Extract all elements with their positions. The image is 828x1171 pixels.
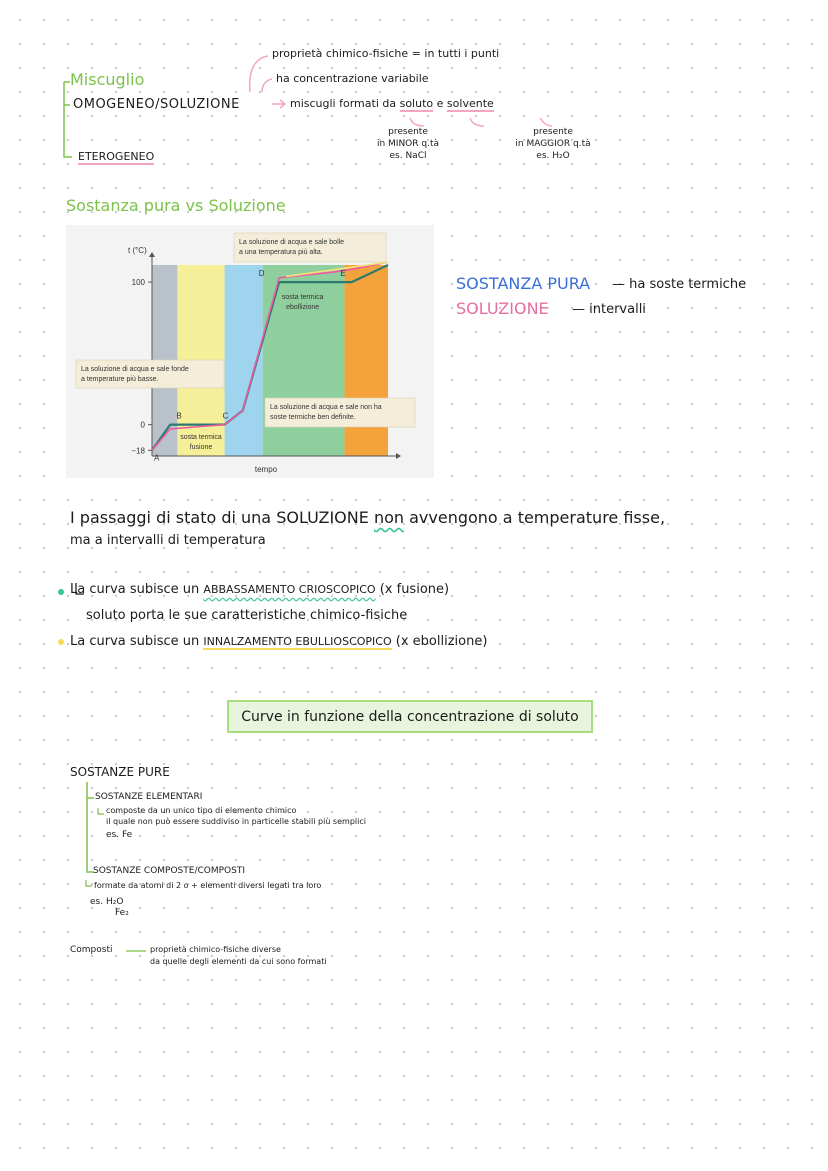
ebollizione-label-2: ebollizione	[286, 304, 320, 312]
prop-line-3: miscugli formati da soluto e solvente	[290, 97, 494, 110]
section-title: Sostanza pura vs Soluzione	[66, 196, 286, 215]
composti-line-2: da quelle degli elementi da cui sono formati	[150, 957, 327, 966]
soluzione-desc: — intervalli	[572, 302, 646, 317]
solvente-word: solvente	[446, 97, 494, 110]
bullet-1-sub: soluto porta le sue caratteristiche chimico-fisiche	[86, 608, 408, 623]
composte-heading: SOSTANZE COMPOSTE/COMPOSTI	[93, 866, 245, 876]
x-axis-label: tempo	[254, 465, 278, 474]
prop-line-2: ha concentrazione variabile	[276, 72, 429, 85]
y-axis-arrow	[149, 252, 155, 257]
composte-example-1: es. H₂O	[90, 897, 124, 907]
annotation-right-text-2: soste termiche ben definite.	[270, 414, 356, 421]
point-label-D: D	[258, 269, 265, 279]
body-line-1: I passaggi di stato di una SOLUZIONE non avvengono a temperature fisse,	[70, 508, 666, 527]
fusione-label-1: sosta termica	[180, 433, 222, 441]
y-tick-label: 0	[140, 420, 145, 430]
bullet-teal	[58, 589, 64, 595]
sostanza-pura-label: SOSTANZA PURA	[456, 274, 591, 293]
elementari-line-1: composte da un unico tipo di elemento chimico	[106, 806, 297, 815]
point-label-C: C	[222, 411, 229, 421]
composte-example-2: Fe₂	[115, 908, 129, 918]
soluto-word: soluto	[399, 97, 434, 110]
eterogeneo-label: ETEROGENEO	[78, 150, 155, 163]
soluto-note: presente in MINOR q.tà es. NaCl	[376, 127, 440, 161]
elementari-heading: SOSTANZE ELEMENTARI	[95, 792, 203, 802]
y-tick-label: 100	[131, 278, 145, 288]
annotation-top-text-2: a una temperatura più alta.	[239, 249, 323, 256]
fusione-label-2: fusione	[189, 443, 213, 451]
concentration-box: Curve in funzione della concentrazione di soluto	[227, 700, 593, 733]
composti-line-1: proprietà chimico-fisiche diverse	[150, 945, 281, 954]
body-line-2: ma a intervalli di temperatura	[70, 533, 266, 548]
annotation-right-box	[265, 398, 415, 427]
prop-line-1: proprietà chimico-fisiche = in tutti i punti	[272, 47, 500, 60]
bullet-1: La curva subisce un ABBASSAMENTO CRIOSCOPICO (x fusione)	[70, 582, 450, 597]
annotation-left-box	[76, 360, 224, 388]
chart-svg	[66, 225, 434, 478]
bullet-2: La curva subisce un INNALZAMENTO EBULLIOSCOPICO (x ebollizione)	[70, 634, 488, 649]
ebollizione-label-1: sosta termica	[281, 294, 324, 302]
y-tick-label: −18	[131, 446, 145, 456]
bullet-yellow	[58, 639, 64, 645]
soluzione-label: SOLUZIONE	[456, 299, 549, 318]
annotation-left-text-1: La soluzione di acqua e sale fonde	[81, 366, 189, 373]
elementari-example: es. Fe	[106, 830, 133, 840]
annotation-top-box	[234, 233, 386, 262]
point-label-A: A	[154, 453, 160, 463]
composte-line-1: formate da atomi di 2 o + elementi diversi legati tra loro	[94, 881, 322, 890]
annotation-left-text-2: a temperature più basse.	[81, 376, 159, 383]
x-axis-arrow	[396, 453, 401, 459]
y-axis-label: t (°C)	[128, 246, 147, 255]
miscuglio-heading: Miscuglio	[70, 70, 145, 89]
point-label-E: E	[340, 269, 346, 279]
phase-band-vapore	[344, 265, 388, 456]
sostanza-pura-desc: — ha soste termiche	[612, 277, 747, 292]
sostanze-pure-heading: SOSTANZE PURE	[70, 765, 170, 779]
elementari-line-2: il quale non può essere suddiviso in particelle stabili più semplici	[106, 817, 366, 826]
annotation-top-text-1: La soluzione di acqua e sale bolle	[239, 239, 345, 246]
point-label-B: B	[176, 411, 182, 421]
phase-chart	[66, 225, 434, 478]
annotation-right-text-1: La soluzione di acqua e sale non ha	[270, 404, 382, 411]
composti-label: Composti	[70, 945, 113, 955]
omogeneo-label: OMOGENEO/SOLUZIONE	[73, 97, 240, 112]
solvente-note: presente in MAGGIOR q.tà es. H₂O	[515, 127, 591, 161]
